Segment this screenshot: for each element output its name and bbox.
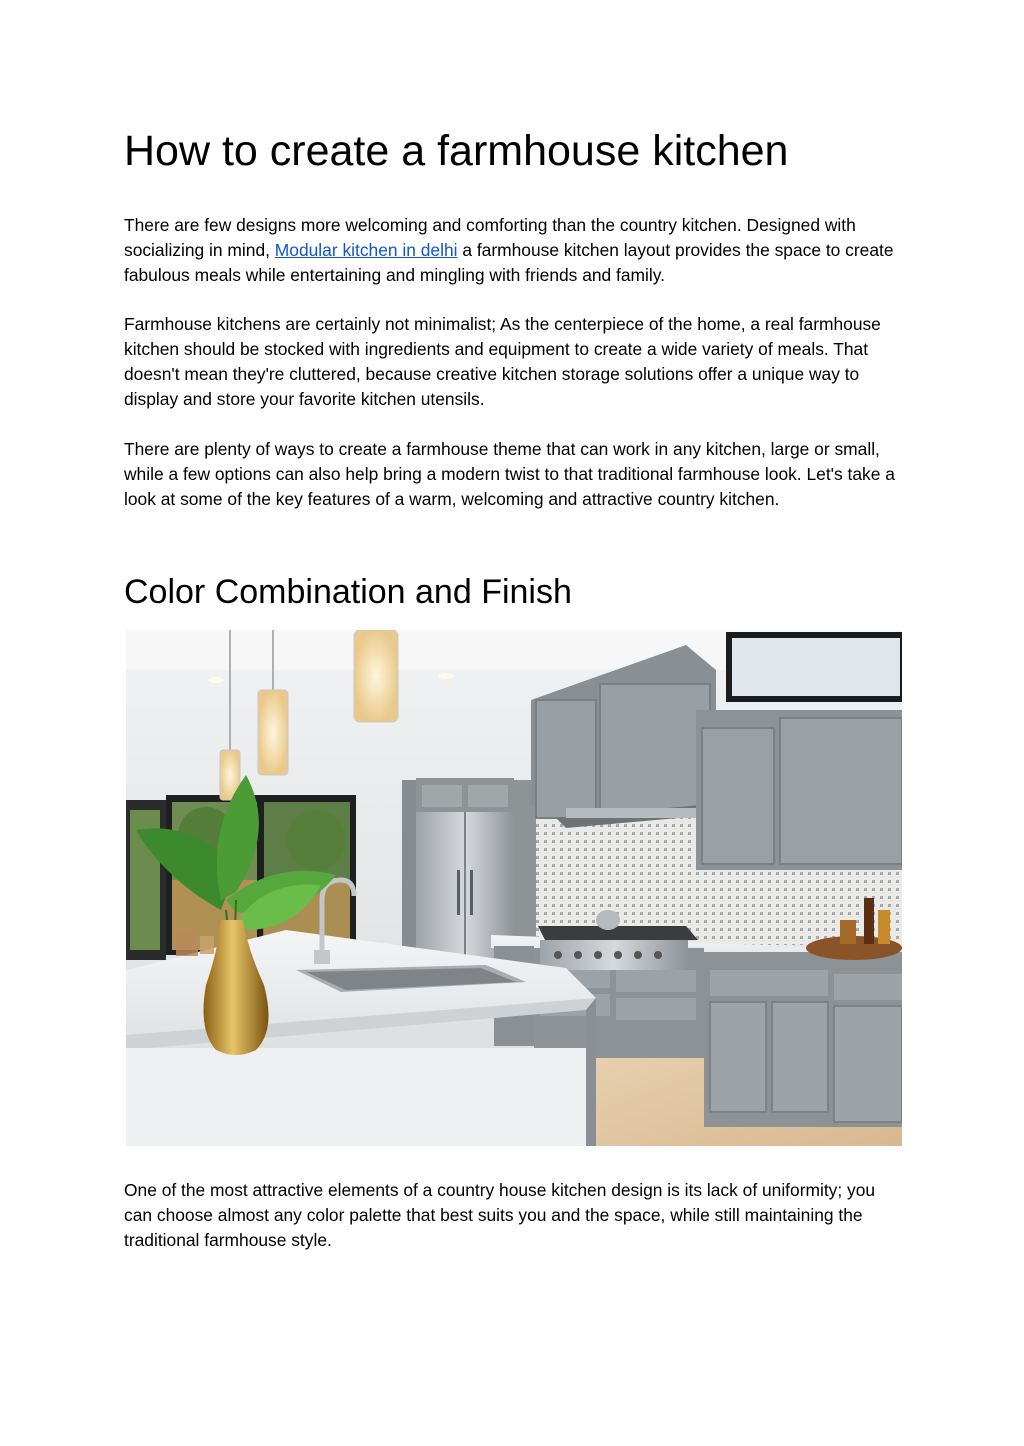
intro-text-before-link: There are few designs more welcoming and comforting than the country kitchen. Designed with socializing in mind, [124,215,856,260]
paragraph-color-uniformity: One of the most attractive elements of a country house kitchen design is its lack of uniformity; you can choose almost any color palette that best suits you and the space, while still maintaining the traditional farmhouse style. [124,1180,876,1250]
page-title: How to create a farmhouse kitchen [124,127,789,175]
kitchen-photo [126,630,902,1146]
intro-text-after-link: a farmhouse kitchen layout provides the space to create fabulous meals while entertaining and mingling with friends and family. [124,240,894,285]
intro-paragraph [124,213,904,288]
paragraph-farmhouse-theme: There are plenty of ways to create a farmhouse theme that can work in any kitchen, large or small, while a few options can also help bring a modern twist to that traditional farmhouse look. Let's take a look at some of the key features of a warm, welcoming and attractive country kitchen. [124,439,895,509]
section-heading: Color Combination and Finish [124,573,572,611]
paragraph-minimalist: Farmhouse kitchens are certainly not minimalist; As the centerpiece of the home, a real farmhouse kitchen should be stocked with ingredients and equipment to create a wide variety of meals. That doesn't mean they're cluttered, because creative kitchen storage solutions offer a unique way to display and store your favorite kitchen utensils. [124,314,881,409]
modular-kitchen-link[interactable]: Modular kitchen in delhi [274,240,458,260]
